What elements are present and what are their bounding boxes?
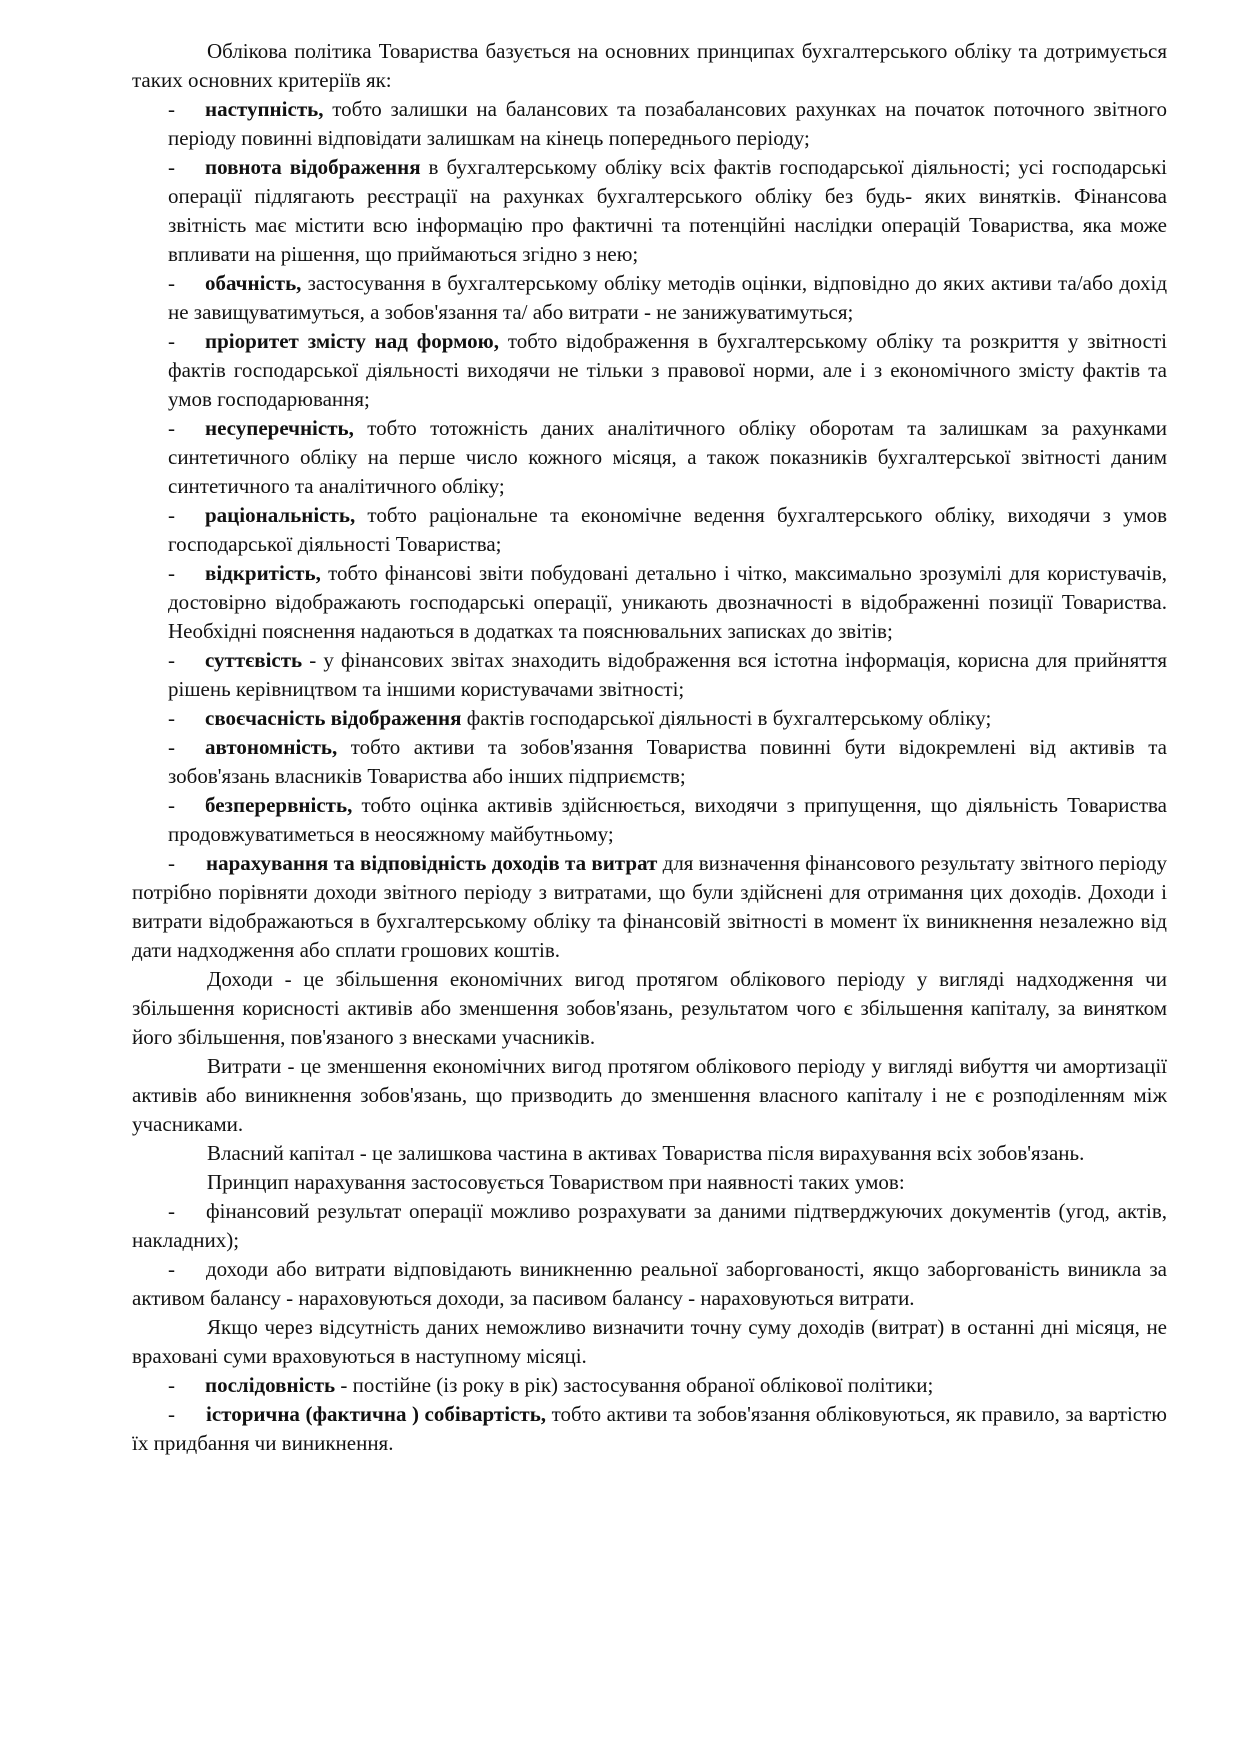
list-dash: - <box>168 155 175 179</box>
principle-text: в бухгалтерському обліку всіх фактів господарської діяльності; усі господарські операції підлягають реєстрації на рахунках бухгалтерського обліку без будь- яких винятків. Фінансова звітність має містити всю інформацію про фактичні та потенційні наслідки операцій Товариства, яка може впливати на рішення, що приймаються згідно з нею; <box>168 155 1167 266</box>
principle-term: несуперечність, <box>205 416 354 440</box>
principle-term: раціональність, <box>205 503 356 527</box>
list-dash: - <box>168 561 175 585</box>
principle-text: тобто фінансові звіти побудовані детально і чітко, максимально зрозумілі для користувачів, достовірно відображають господарські операції, уникають двозначності в відображенні позиції Товариства. Необхідні пояснення надаються в додатках та пояснювальних записках до звітів; <box>168 561 1167 643</box>
principle-term: історична (фактична ) собівартість, <box>206 1402 547 1426</box>
principle-text: тобто активи та зобов'язання обліковуються, як правило, за вартістю їх придбання чи виникнення. <box>132 1402 1167 1455</box>
principle-term: відкритість, <box>205 561 321 585</box>
principle-term: безперервність, <box>205 793 353 817</box>
principle-item <box>132 733 1167 791</box>
principle-item <box>132 95 1167 153</box>
document-body <box>132 37 1167 1458</box>
list-dash: - <box>168 1373 175 1397</box>
principle-term: наступність, <box>205 97 324 121</box>
list-dash: - <box>168 735 175 759</box>
equity-definition: Власний капітал - це залишкова частина в активах Товариства після вирахування всіх зобов'язань. <box>207 1141 1085 1165</box>
list-dash: - <box>168 503 175 527</box>
principle-text: тобто оцінка активів здійснюється, виходячи з припущення, що діяльність Товариства продовжуватиметься в неосяжному майбутньому; <box>168 793 1167 846</box>
list-dash: - <box>168 1402 175 1426</box>
principle-item <box>132 153 1167 269</box>
condition-text: доходи або витрати відповідають виникненню реальної заборгованості, якщо заборгованість виникла за активом балансу - нараховуються доходи, за пасивом балансу - нараховуються витрати. <box>132 1257 1167 1310</box>
list-dash: - <box>168 706 175 730</box>
expenses-definition: Витрати - це зменшення економічних вигод протягом облікового періоду у вигляді вибуття чи амортизації активів або виникнення зобов'язань, що призводить до зменшення власного капіталу і не є розподіленням між учасниками. <box>132 1054 1167 1136</box>
principle-item <box>132 849 1167 965</box>
condition-item <box>132 1197 1167 1255</box>
principle-item <box>132 327 1167 414</box>
principle-text: - у фінансових звітах знаходить відображення вся істотна інформація, корисна для прийняття рішень керівництвом та іншими користувачами звітності; <box>168 648 1167 701</box>
principle-text: тобто відображення в бухгалтерському обліку та розкриття у звітності фактів господарської діяльності виходячи не тільки з правової норми, але і з економічного змісту фактів та умов господарювання; <box>168 329 1168 411</box>
principle-text: тобто активи та зобов'язання Товариства повинні бути відокремлені від активів та зобов'язань власників Товариства або інших підприємств; <box>168 735 1167 788</box>
principle-item <box>132 704 1167 733</box>
principle-text: тобто залишки на балансових та позабалансових рахунках на початок поточного звітного періоду повинні відповідати залишкам на кінець попереднього періоду; <box>168 97 1167 150</box>
principle-term: повнота відображення <box>205 155 421 179</box>
principle-text: застосування в бухгалтерському обліку методів оцінки, відповідно до яких активи та/або дохід не завищуватимуться, а зобов'язання та/ або витрати - не занижуватимуться; <box>168 271 1167 324</box>
list-dash: - <box>168 851 175 875</box>
principle-term: суттєвість <box>205 648 303 672</box>
list-dash: - <box>168 1199 175 1223</box>
principle-item <box>132 646 1167 704</box>
principle-item <box>132 501 1167 559</box>
accrual-intro: Принцип нарахування застосовується Товариством при наявності таких умов: <box>207 1170 905 1194</box>
principle-text: - постійне (із року в рік) застосування обраної облікової політики; <box>335 1373 934 1397</box>
list-dash: - <box>168 793 175 817</box>
principle-text: фактів господарської діяльності в бухгалтерському обліку; <box>461 706 992 730</box>
principle-item <box>132 791 1167 849</box>
condition-text: фінансовий результат операції можливо розрахувати за даними підтверджуючих документів (угод, актів, накладних); <box>132 1199 1167 1252</box>
list-dash: - <box>168 1257 175 1281</box>
principle-item <box>132 1371 1167 1400</box>
principle-term: послідовність <box>205 1373 336 1397</box>
principle-text: для визначення фінансового результату звітного періоду потрібно порівняти доходи звітного періоду з витратами, що були здійснені для отримання цих доходів. Доходи і витрати відображаються в бухгалтерському обліку та фінансовій звітності в момент їх виникнення незалежно від дати надходження або сплати грошових коштів. <box>132 851 1167 962</box>
principle-term: пріоритет змісту над формою, <box>205 329 499 353</box>
principle-text: тобто раціональне та економічне ведення бухгалтерського обліку, виходячи з умов господарської діяльності Товариства; <box>168 503 1167 556</box>
income-definition: Доходи - це збільшення економічних вигод протягом облікового періоду у вигляді надходження чи збільшення корисності активів або зменшення зобов'язань, результатом чого є збільшення капіталу, за винятком його збільшення, пов'язаного з внесками учасників. <box>132 967 1167 1049</box>
principle-term: нарахування та відповідність доходів та витрат <box>206 851 658 875</box>
note-paragraph: Якщо через відсутність даних неможливо визначити точну суму доходів (витрат) в останні дні місяця, не враховані суми враховуються в наступному місяці. <box>132 1315 1167 1368</box>
list-dash: - <box>168 271 175 295</box>
principle-text: тобто тотожність даних аналітичного обліку оборотам та залишкам за рахунками синтетичного обліку на перше число кожного місяця, а також показників бухгалтерської звітності даним синтетичного та аналітичного обліку; <box>168 416 1167 498</box>
principle-item <box>132 269 1167 327</box>
principle-item <box>132 1400 1167 1458</box>
list-dash: - <box>168 329 175 353</box>
list-dash: - <box>168 416 175 440</box>
principle-term: обачність, <box>205 271 302 295</box>
list-dash: - <box>168 648 175 672</box>
intro-paragraph: Облікова політика Товариства базується на основних принципах бухгалтерського обліку та дотримується таких основних критеріїв як: <box>132 39 1167 92</box>
condition-item <box>132 1255 1167 1313</box>
principle-item <box>132 414 1167 501</box>
principle-term: своєчасність відображення <box>205 706 462 730</box>
principle-term: автономність, <box>205 735 338 759</box>
principle-item <box>132 559 1167 646</box>
list-dash: - <box>168 97 175 121</box>
